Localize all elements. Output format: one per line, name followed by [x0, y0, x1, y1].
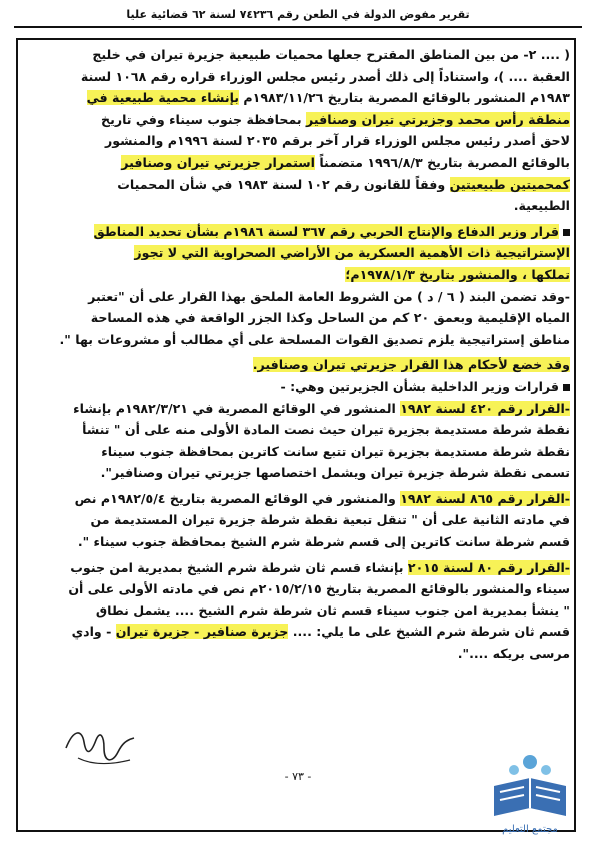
page-number: - ٧٣ -: [284, 770, 312, 783]
line-text: -القرار رقم ٨٦٥ لسنة ١٩٨٢ والمنشور في الوقائع المصرية بتاريخ ١٩٨٢/٥/٤م نص: [74, 490, 570, 506]
text-line: [26, 643, 570, 665]
text-line: [26, 621, 570, 643]
text-line: [26, 44, 570, 66]
logo-text: مجتمع التعليم: [502, 824, 558, 835]
line-text: العقبة .... )، واستناداً إلى ذلك أصدر رئيس مجلس الوزراء قراره رقم ١٠٦٨ لسنة: [80, 68, 570, 84]
line-text: نقطة شرطة مستديمة بجزيرة تيران تتبع سانت كاترين بمحافظة جنوب سيناء: [101, 443, 570, 459]
bullet-icon: [563, 229, 570, 236]
line-text: قسم شرطة سانت كاترين إلى قسم شرطة شرم الشيخ بمحافظة جنوب سيناء ".: [77, 534, 570, 550]
signature-icon: [60, 718, 140, 778]
line-text: وقد خضع لأحكام هذا القرار جزيرتي تيران وصنافير.: [252, 357, 570, 373]
text-line: [26, 307, 570, 329]
line-text: كمحميتين طبيعيتين وفقاً للقانون رقم ١٠٢ لسنة ١٩٨٣ في شأن المحميات: [117, 176, 570, 192]
line-text: قسم ثان شرطة شرم الشيخ على ما يلي: .... جزيرة صنافير - جزيرة تيران - وادي: [71, 624, 570, 640]
text-line: [26, 174, 570, 196]
line-text: الطبيعية.: [513, 198, 570, 214]
line-text: تملكها ، والمنشور بتاريخ ١٩٧٨/١/٣م؛: [345, 266, 570, 282]
text-line: [26, 531, 570, 553]
text-line: [26, 87, 570, 109]
text-line: [26, 578, 570, 600]
line-text: سيناء والمنشور بالوقائع المصرية بتاريخ ٢٠١٥/٢/١٥م نص في مادته الأولى على أن: [68, 581, 570, 597]
line-text: مرسى بريكه ....".: [457, 646, 570, 662]
bullet-icon: [563, 384, 570, 391]
line-text: -القرار رقم ٨٠ لسنة ٢٠١٥ بإنشاء قسم ثان شرطة شرم الشيخ بمديرية امن جنوب: [70, 559, 570, 575]
line-text: نقطة شرطة مستديمة بجزيرة تيران حيث نصت المادة الأولى منه على أن " تنشأ: [82, 422, 570, 438]
text-line: [26, 462, 570, 484]
line-text: -وقد تضمن البند ( ٦ / د ) من الشروط العامة الملحق بهذا القرار على أن "تعتبر: [88, 288, 570, 304]
line-text: لاحق أصدر رئيس مجلس الوزراء قرار آخر برقم ٢٠٣٥ لسنة ١٩٩٦م والمنشور: [104, 133, 570, 149]
line-text: الإستراتيجية ذات الأهمية العسكرية من الأراضي الصحراوية التي لا تجوز: [134, 245, 570, 261]
text-line: [26, 488, 570, 510]
text-line: [26, 264, 570, 286]
document-body: [26, 44, 570, 665]
line-text: منطقة رأس محمد وجزيرتي تيران وصنافير بمحافظة جنوب سيناء وفي تاريخ: [101, 111, 570, 127]
text-line: [26, 509, 570, 531]
line-text: قرارات وزير الداخلية بشأن الجزيرتين وهي: -: [280, 378, 559, 394]
text-line: [26, 441, 570, 463]
line-text: بالوقائع المصرية بتاريخ ١٩٩٦/٨/٣ متضمناً استمرار جزيرتي تيران وصنافير: [121, 154, 570, 170]
text-line: [26, 398, 570, 420]
text-line: [26, 557, 570, 579]
text-line: [26, 419, 570, 441]
text-line: [26, 329, 570, 351]
text-line: [26, 221, 570, 243]
line-text: ١٩٨٣م المنشور بالوقائع المصرية بتاريخ ١٩٨٣/١١/٢٦م بإنشاء محمية طبيعية في: [86, 90, 570, 106]
line-text: ( .... ٢- من بين المناطق المقترح جعلها محميات طبيعية جزيرة تيران في خليج: [92, 47, 570, 62]
text-line: [26, 66, 570, 88]
text-line: [26, 242, 570, 264]
line-text: تسمى نقطة شرطة جزيرة تيران ويشمل اختصاصها جزيرتي تيران وصنافير".: [100, 465, 570, 481]
text-line: [26, 109, 570, 131]
header-divider: [14, 26, 582, 28]
line-text: في مادته الثانية على أن " تنقل تبعية نقطة شرطة جزيرة تيران المستديمة من: [90, 512, 570, 528]
text-line: [26, 600, 570, 622]
line-text: المياه الإقليمية وبعمق ٢٠ كم من الساحل وكذا الجزر الواقعة في هذه المساحة: [90, 310, 570, 326]
text-line: [26, 130, 570, 152]
page-header: تقرير مفوض الدولة في الطعن رقم ٧٤٢٣٦ لسنة ٦٢ قضائية عليا: [126, 8, 470, 21]
line-text: -القرار رقم ٤٢٠ لسنة ١٩٨٢ المنشور في الوقائع المصرية في ١٩٨٢/٣/٢١م بإنشاء: [73, 400, 570, 416]
line-text: قرار وزير الدفاع والإنتاج الحربي رقم ٣٦٧ لسنة ١٩٨٦م بشأن تحديد المناطق: [93, 223, 559, 239]
text-line: [26, 286, 570, 308]
line-text: " ينشأ بمديرية امن جنوب سيناء قسم ثان شرطة شرم الشيخ .... يشمل نطاق: [95, 602, 570, 618]
text-line: [26, 152, 570, 174]
line-text: مناطق إستراتيجية يلزم تصديق القوات المسلحة على أي مطالب أو مشروعات بها ".: [59, 331, 570, 347]
text-line: [26, 195, 570, 217]
text-line: [26, 354, 570, 376]
text-line: [26, 376, 570, 398]
